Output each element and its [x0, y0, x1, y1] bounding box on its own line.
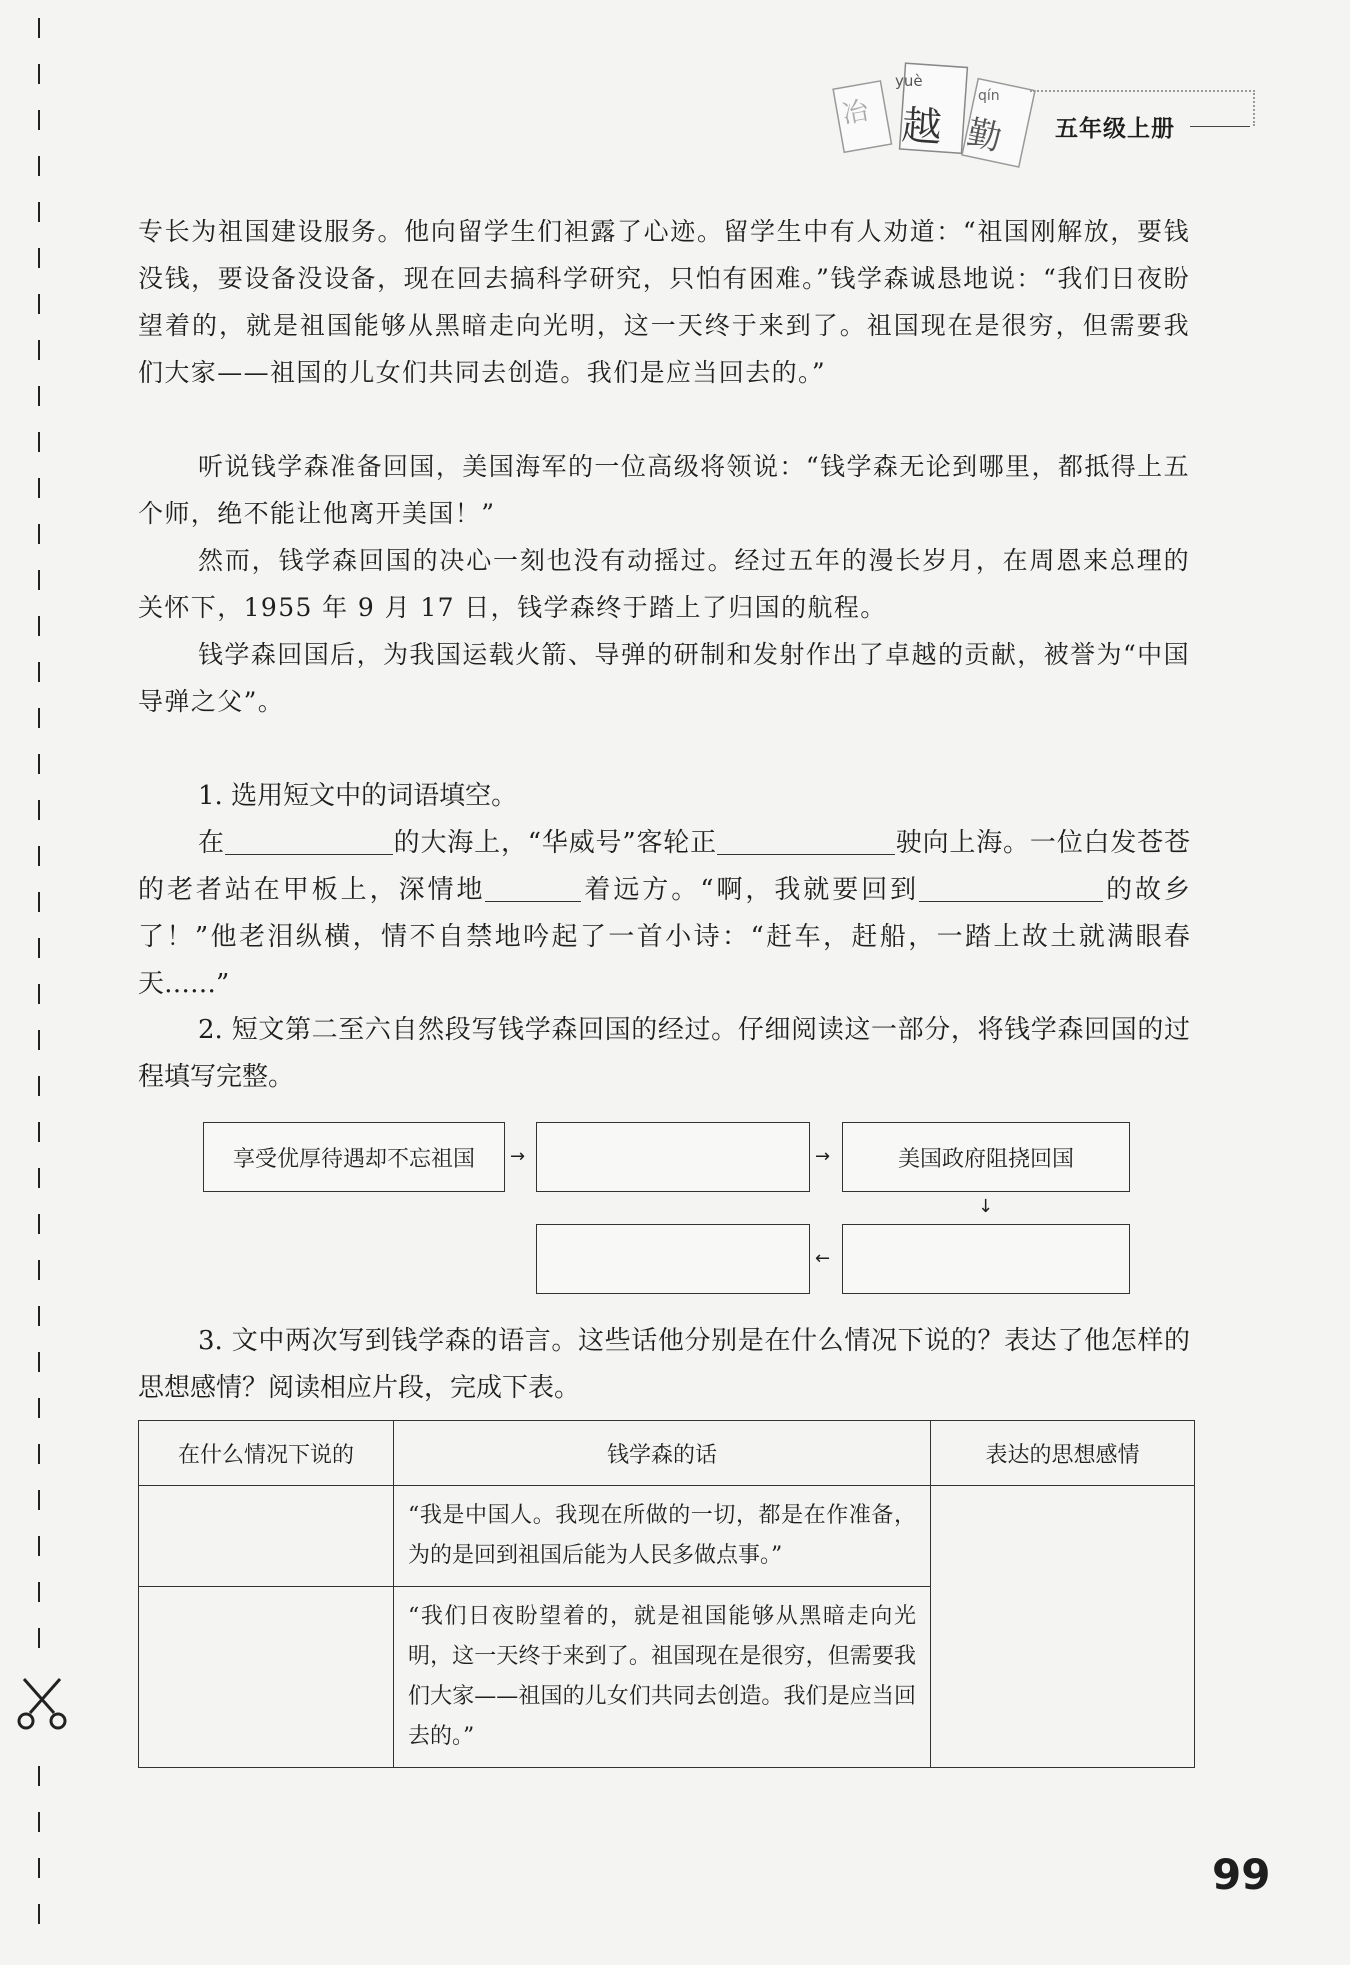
situation-cell-1[interactable]: [139, 1486, 394, 1587]
flow-arrow-right-1: →: [510, 1146, 526, 1167]
flow-arrow-left: ←: [815, 1248, 831, 1269]
cut-line-dash: [38, 984, 40, 1004]
cut-line-dash: [38, 478, 40, 498]
passage-paragraph-3: 然而，钱学森回国的决心一刻也没有动摇过。经过五年的漫长岁月，在周恩来总理的关怀下，1955 年 9 月 17 日，钱学森终于踏上了归国的航程。: [138, 546, 1190, 622]
cut-line-dash: [38, 1812, 40, 1832]
cut-line-dash: [38, 1122, 40, 1142]
table-header-situation: 在什么情况下说的: [139, 1421, 394, 1486]
page-number: 99: [1212, 1850, 1271, 1899]
cut-line-dash: [38, 64, 40, 84]
cut-line-dash: [38, 1766, 40, 1786]
cut-line-dash: [38, 248, 40, 268]
q1-text-5: 的故乡了！”他老泪纵横，情不自禁地吟起了一首小诗：“赶车，赶船，一踏上故土就满眼春天……”: [138, 875, 1190, 999]
cut-line-dash: [38, 1444, 40, 1464]
flow-box-5-blank[interactable]: [536, 1224, 810, 1294]
cut-line-dash: [38, 18, 40, 38]
question-2-text: 2. 短文第二至六自然段写钱学森回国的经过。仔细阅读这一部分，将钱学森回国的过程填写完整。: [138, 1015, 1190, 1092]
logo-char-2: 越: [900, 102, 944, 152]
cut-line-dash: [38, 892, 40, 912]
scissors-icon: [14, 1675, 70, 1731]
header-dotted-rule: [1030, 90, 1255, 92]
q1-blank-3[interactable]: [485, 871, 581, 902]
table-header-words: 钱学森的话: [394, 1421, 931, 1486]
logo-char-1: 冶: [840, 95, 871, 130]
cut-line-dash: [38, 616, 40, 636]
cut-line-dash: [38, 1030, 40, 1050]
flow-box-4-blank[interactable]: [842, 1224, 1130, 1294]
q1-blank-4[interactable]: [919, 871, 1103, 902]
question-1-title: 1. 选用短文中的词语填空。: [198, 781, 518, 811]
q1-blank-1[interactable]: [225, 824, 393, 855]
cut-line-dash: [38, 1214, 40, 1234]
q1-text-3: 驶向上海。一位白发苍苍的老者站在甲板上，深情地: [138, 828, 1190, 905]
logo-char-3: 勤: [963, 112, 1006, 160]
q1-text-1: 在: [198, 828, 225, 858]
cut-line-dash: [38, 1076, 40, 1096]
answer-table: [138, 1420, 1195, 1768]
passage-paragraph-1: 专长为祖国建设服务。他向留学生们袒露了心迹。留学生中有人劝道：“祖国刚解放，要钱没钱，要设备没设备，现在回去搞科学研究，只怕有困难。”钱学森诚恳地说：“我们日夜盼望着的，就是祖国能够从黑暗走向光明，这一天终于来到了。祖国现在是很穷，但需要我们大家——祖国的儿女们共同去创造。我们是应当回去的。”: [138, 217, 1190, 387]
situation-cell-2[interactable]: [139, 1587, 394, 1768]
logo-pinyin-1: yuè: [895, 72, 923, 90]
cut-line-dash: [38, 1398, 40, 1418]
cut-line-dash: [38, 386, 40, 406]
quote-cell-2: “我们日夜盼望着的，就是祖国能够从黑暗走向光明，这一天终于来到了。祖国现在是很穷，但需要我们大家——祖国的儿女们共同去创造。我们是应当回去的。”: [394, 1587, 931, 1768]
table-header-feelings: 表达的思想感情: [931, 1421, 1195, 1486]
quote-cell-1: “我是中国人。我现在所做的一切，都是在作准备，为的是回到祖国后能为人民多做点事。”: [394, 1486, 931, 1587]
flow-arrow-right-2: →: [815, 1146, 831, 1167]
header-dotted-rule-vertical: [1253, 90, 1255, 126]
cut-line-dash: [38, 202, 40, 222]
cut-line-dash: [38, 1306, 40, 1326]
question-3-text: 3. 文中两次写到钱学森的语言。这些话他分别是在什么情况下说的？表达了他怎样的思想感情？阅读相应片段，完成下表。: [138, 1326, 1190, 1403]
flow-box-2-blank[interactable]: [536, 1122, 810, 1192]
cut-line-dash: [38, 432, 40, 452]
logo-pinyin-2: qín: [978, 88, 1000, 104]
cut-line-dash: [38, 1490, 40, 1510]
cut-line-dash: [38, 754, 40, 774]
cut-line-dash: [38, 1628, 40, 1648]
q1-blank-2[interactable]: [717, 824, 895, 855]
cut-line-dash: [38, 1260, 40, 1280]
cut-line-dash: [38, 156, 40, 176]
q1-text-4: 着远方。“啊，我就要回到: [581, 875, 920, 905]
flow-box-1: 享受优厚待遇却不忘祖国: [203, 1122, 505, 1192]
cut-line-dash: [38, 1352, 40, 1372]
cut-line-dash: [38, 800, 40, 820]
cut-line-dash: [38, 708, 40, 728]
table-row: [139, 1486, 1195, 1587]
q1-text-2: 的大海上，“华威号”客轮正: [392, 828, 717, 858]
cut-line-dash: [38, 846, 40, 866]
cut-line-dash: [38, 570, 40, 590]
cut-line-dash: [38, 662, 40, 682]
cut-line-dash: [38, 1536, 40, 1556]
cut-line-dash: [38, 1858, 40, 1878]
cut-line-dash: [38, 110, 40, 130]
flow-box-3: 美国政府阻挠回国: [842, 1122, 1130, 1192]
cut-line-dash: [38, 1168, 40, 1188]
header-rule: [1190, 126, 1250, 127]
grade-label: 五年级上册: [1055, 116, 1175, 142]
cut-line-dash: [38, 1904, 40, 1924]
feelings-cell[interactable]: [931, 1486, 1195, 1768]
cut-line-dash: [38, 938, 40, 958]
cut-line-dash: [38, 294, 40, 314]
cut-line-dash: [38, 340, 40, 360]
passage-paragraph-4: 钱学森回国后，为我国运载火箭、导弹的研制和发射作出了卓越的贡献，被誉为“中国导弹之父”。: [138, 640, 1190, 716]
cut-line-dash: [38, 1582, 40, 1602]
passage-paragraph-2: 听说钱学森准备回国，美国海军的一位高级将领说：“钱学森无论到哪里，都抵得上五个师，绝不能让他离开美国！”: [138, 452, 1190, 528]
table-header-row: [139, 1421, 1195, 1486]
flow-arrow-down: ↓: [978, 1196, 994, 1217]
cut-line-dash: [38, 524, 40, 544]
question-1-body: [138, 820, 1190, 1008]
